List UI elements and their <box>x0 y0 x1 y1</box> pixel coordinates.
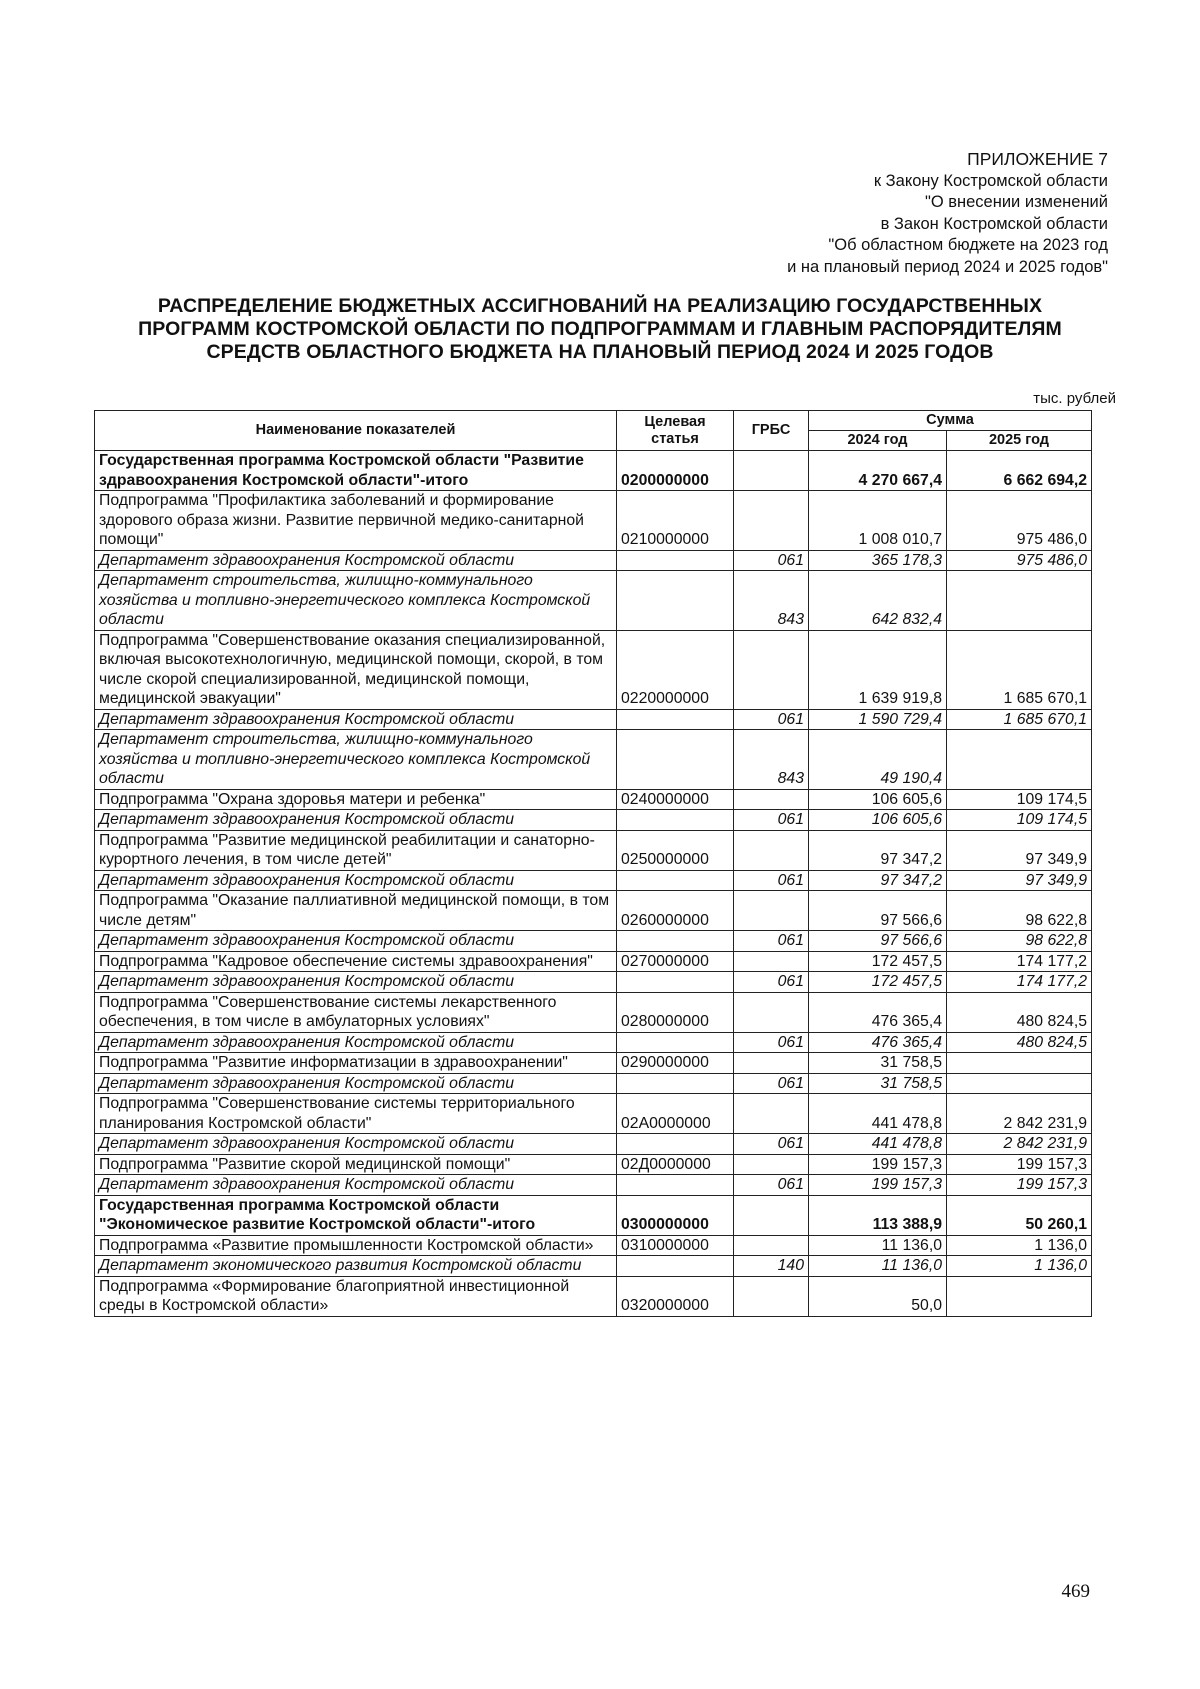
table-row <box>95 1032 1092 1053</box>
cell-2025: 480 824,5 <box>947 1032 1092 1053</box>
cell-grbs <box>734 830 809 870</box>
cell-2025: 174 177,2 <box>947 951 1092 972</box>
appendix-header <box>787 149 1108 278</box>
appendix-line: к Закону Костромской области <box>873 171 1108 190</box>
table-row <box>95 992 1092 1032</box>
cell-name: Подпрограмма "Совершенствование оказания специализированной, включая высокотехнологичную, медицинской помощи, скорой, в том числе скорой специализированной, медицинской помощи, медицинской эвакуации" <box>95 630 617 709</box>
cell-name: Департамент здравоохранения Костромской области <box>95 972 617 993</box>
table-header-row <box>95 411 1092 431</box>
cell-name: Департамент здравоохранения Костромской области <box>95 810 617 831</box>
cell-grbs <box>734 951 809 972</box>
appendix-line: ПРИЛОЖЕНИЕ 7 <box>967 149 1108 169</box>
cell-code <box>617 931 734 952</box>
cell-2025: 199 157,3 <box>947 1175 1092 1196</box>
cell-name: Департамент строительства, жилищно-коммунального хозяйства и топливно-энергетического комплекса Костромской области <box>95 730 617 790</box>
cell-name: Департамент здравоохранения Костромской области <box>95 870 617 891</box>
units-label: тыс. рублей <box>1033 390 1116 407</box>
table-row <box>95 1154 1092 1175</box>
cell-name: Департамент здравоохранения Костромской области <box>95 709 617 730</box>
cell-name: Департамент здравоохранения Костромской области <box>95 1073 617 1094</box>
cell-2025: 109 174,5 <box>947 789 1092 810</box>
cell-2024: 97 347,2 <box>809 830 947 870</box>
cell-2024: 31 758,5 <box>809 1053 947 1074</box>
table-row <box>95 1175 1092 1196</box>
cell-name: Департамент здравоохранения Костромской области <box>95 1032 617 1053</box>
cell-name: Подпрограмма «Формирование благоприятной инвестиционной среды в Костромской области» <box>95 1276 617 1316</box>
cell-2025: 174 177,2 <box>947 972 1092 993</box>
cell-grbs: 061 <box>734 550 809 571</box>
cell-name: Департамент здравоохранения Костромской области <box>95 1134 617 1155</box>
cell-code <box>617 870 734 891</box>
cell-2025: 109 174,5 <box>947 810 1092 831</box>
cell-code: 02Д0000000 <box>617 1154 734 1175</box>
cell-grbs: 061 <box>734 1134 809 1155</box>
table-row <box>95 1134 1092 1155</box>
header-sum: Сумма <box>809 411 1092 431</box>
cell-2024: 106 605,6 <box>809 789 947 810</box>
table-row <box>95 1053 1092 1074</box>
cell-grbs: 061 <box>734 1175 809 1196</box>
cell-2025: 1 685 670,1 <box>947 709 1092 730</box>
title-line: СРЕДСТВ ОБЛАСТНОГО БЮДЖЕТА НА ПЛАНОВЫЙ ПЕРИОД 2024 И 2025 ГОДОВ <box>206 341 994 363</box>
cell-code <box>617 810 734 831</box>
cell-2025: 98 622,8 <box>947 931 1092 952</box>
cell-name: Подпрограмма "Совершенствование системы лекарственного обеспечения, в том числе в амбулаторных условиях" <box>95 992 617 1032</box>
cell-2024: 4 270 667,4 <box>809 451 947 491</box>
cell-code: 0310000000 <box>617 1235 734 1256</box>
cell-2025 <box>947 730 1092 790</box>
title-line: РАСПРЕДЕЛЕНИЕ БЮДЖЕТНЫХ АССИГНОВАНИЙ НА РЕАЛИЗАЦИЮ ГОСУДАРСТВЕННЫХ <box>157 295 1043 317</box>
cell-2025: 2 842 231,9 <box>947 1134 1092 1155</box>
cell-code <box>617 1175 734 1196</box>
cell-2024: 97 347,2 <box>809 870 947 891</box>
cell-code <box>617 1032 734 1053</box>
header-code: Целевая статья <box>617 411 734 451</box>
cell-2025 <box>947 1276 1092 1316</box>
cell-grbs: 061 <box>734 1032 809 1053</box>
table-row <box>95 870 1092 891</box>
cell-code: 0210000000 <box>617 491 734 551</box>
cell-grbs: 061 <box>734 810 809 831</box>
table-row <box>95 1235 1092 1256</box>
cell-code: 0320000000 <box>617 1276 734 1316</box>
cell-code: 0300000000 <box>617 1195 734 1235</box>
cell-code <box>617 1073 734 1094</box>
cell-2024: 1 008 010,7 <box>809 491 947 551</box>
header-grbs: ГРБС <box>734 411 809 451</box>
cell-name: Государственная программа Костромской области "Экономическое развитие Костромской области"-итого <box>95 1195 617 1235</box>
cell-grbs <box>734 1053 809 1074</box>
table-row <box>95 730 1092 790</box>
title-line: ПРОГРАММ КОСТРОМСКОЙ ОБЛАСТИ ПО ПОДПРОГРАММАМ И ГЛАВНЫМ РАСПОРЯДИТЕЛЯМ <box>138 318 1062 340</box>
cell-grbs <box>734 1276 809 1316</box>
cell-code <box>617 1256 734 1277</box>
cell-grbs <box>734 1094 809 1134</box>
cell-2024: 97 566,6 <box>809 891 947 931</box>
cell-2024: 365 178,3 <box>809 550 947 571</box>
cell-grbs <box>734 491 809 551</box>
table-row <box>95 951 1092 972</box>
table-row <box>95 571 1092 631</box>
cell-2024: 172 457,5 <box>809 951 947 972</box>
cell-2024: 199 157,3 <box>809 1175 947 1196</box>
cell-2024: 31 758,5 <box>809 1073 947 1094</box>
cell-2025 <box>947 571 1092 631</box>
appendix-line: "Об областном бюджете на 2023 год <box>828 236 1108 254</box>
cell-grbs: 061 <box>734 972 809 993</box>
cell-name: Подпрограмма "Оказание паллиативной медицинской помощи, в том числе детям" <box>95 891 617 931</box>
cell-name: Подпрограмма "Развитие скорой медицинской помощи" <box>95 1154 617 1175</box>
cell-code <box>617 1134 734 1155</box>
cell-grbs <box>734 891 809 931</box>
table-row <box>95 630 1092 709</box>
cell-2025 <box>947 1073 1092 1094</box>
cell-2024: 441 478,8 <box>809 1094 947 1134</box>
cell-name: Государственная программа Костромской области "Развитие здравоохранения Костромской области"-итого <box>95 451 617 491</box>
cell-code <box>617 972 734 993</box>
cell-code: 0200000000 <box>617 451 734 491</box>
cell-2025: 50 260,1 <box>947 1195 1092 1235</box>
cell-grbs <box>734 1154 809 1175</box>
cell-name: Подпрограмма "Развитие медицинской реабилитации и санаторно-курортного лечения, в том числе детей" <box>95 830 617 870</box>
appendix-line: и на плановый период 2024 и 2025 годов" <box>787 257 1108 276</box>
cell-grbs: 061 <box>734 870 809 891</box>
cell-2024: 441 478,8 <box>809 1134 947 1155</box>
cell-2025: 1 685 670,1 <box>947 630 1092 709</box>
table-row <box>95 1094 1092 1134</box>
table-row <box>95 709 1092 730</box>
cell-2025: 6 662 694,2 <box>947 451 1092 491</box>
cell-2024: 476 365,4 <box>809 1032 947 1053</box>
cell-code: 02А0000000 <box>617 1094 734 1134</box>
table-row <box>95 550 1092 571</box>
appendix-line: в Закон Костромской области <box>880 214 1108 233</box>
cell-2025: 98 622,8 <box>947 891 1092 931</box>
cell-grbs <box>734 630 809 709</box>
cell-code: 0250000000 <box>617 830 734 870</box>
cell-2025 <box>947 1053 1092 1074</box>
cell-2024: 113 388,9 <box>809 1195 947 1235</box>
table-row <box>95 451 1092 491</box>
cell-2024: 476 365,4 <box>809 992 947 1032</box>
cell-2025: 975 486,0 <box>947 550 1092 571</box>
cell-code <box>617 571 734 631</box>
cell-grbs <box>734 992 809 1032</box>
table-row <box>95 1256 1092 1277</box>
cell-2024: 642 832,4 <box>809 571 947 631</box>
table-row <box>95 830 1092 870</box>
cell-grbs: 061 <box>734 709 809 730</box>
cell-grbs: 843 <box>734 571 809 631</box>
table-row <box>95 972 1092 993</box>
cell-grbs: 843 <box>734 730 809 790</box>
cell-name: Подпрограмма "Совершенствование системы территориального планирования Костромской области" <box>95 1094 617 1134</box>
cell-grbs <box>734 789 809 810</box>
cell-name: Подпрограмма "Развитие информатизации в здравоохранении" <box>95 1053 617 1074</box>
cell-code: 0270000000 <box>617 951 734 972</box>
cell-grbs: 061 <box>734 931 809 952</box>
cell-code: 0260000000 <box>617 891 734 931</box>
cell-2024: 50,0 <box>809 1276 947 1316</box>
cell-2025: 1 136,0 <box>947 1256 1092 1277</box>
cell-2024: 11 136,0 <box>809 1256 947 1277</box>
cell-2025: 1 136,0 <box>947 1235 1092 1256</box>
cell-code <box>617 730 734 790</box>
cell-2025: 975 486,0 <box>947 491 1092 551</box>
cell-code: 0240000000 <box>617 789 734 810</box>
table-row <box>95 891 1092 931</box>
table-row <box>95 1276 1092 1316</box>
cell-name: Подпрограмма "Охрана здоровья матери и ребенка" <box>95 789 617 810</box>
cell-grbs <box>734 451 809 491</box>
table-row <box>95 1195 1092 1235</box>
cell-grbs: 140 <box>734 1256 809 1277</box>
table-row <box>95 789 1092 810</box>
cell-2024: 172 457,5 <box>809 972 947 993</box>
cell-2024: 106 605,6 <box>809 810 947 831</box>
cell-2024: 1 639 919,8 <box>809 630 947 709</box>
cell-name: Департамент строительства, жилищно-коммунального хозяйства и топливно-энергетического комплекса Костромской области <box>95 571 617 631</box>
appendix-line: "О внесении изменений <box>924 193 1108 211</box>
cell-2025: 2 842 231,9 <box>947 1094 1092 1134</box>
cell-code <box>617 709 734 730</box>
cell-2024: 97 566,6 <box>809 931 947 952</box>
cell-2025: 97 349,9 <box>947 830 1092 870</box>
cell-code <box>617 550 734 571</box>
header-2025: 2025 год <box>947 431 1092 451</box>
cell-2024: 49 190,4 <box>809 730 947 790</box>
header-2024: 2024 год <box>809 431 947 451</box>
header-name: Наименование показателей <box>95 411 617 451</box>
cell-2025: 97 349,9 <box>947 870 1092 891</box>
cell-name: Департамент здравоохранения Костромской области <box>95 931 617 952</box>
cell-2024: 11 136,0 <box>809 1235 947 1256</box>
table-body <box>95 451 1092 1317</box>
cell-2024: 1 590 729,4 <box>809 709 947 730</box>
table-row <box>95 810 1092 831</box>
cell-code: 0220000000 <box>617 630 734 709</box>
cell-2025: 199 157,3 <box>947 1154 1092 1175</box>
cell-2025: 480 824,5 <box>947 992 1092 1032</box>
cell-code: 0290000000 <box>617 1053 734 1074</box>
table-row <box>95 931 1092 952</box>
table-row <box>95 1073 1092 1094</box>
cell-name: Департамент здравоохранения Костромской области <box>95 550 617 571</box>
document-title <box>80 295 1120 364</box>
budget-table <box>94 410 1092 1317</box>
cell-grbs <box>734 1235 809 1256</box>
table-row <box>95 491 1092 551</box>
cell-name: Департамент здравоохранения Костромской области <box>95 1175 617 1196</box>
cell-2024: 199 157,3 <box>809 1154 947 1175</box>
cell-grbs <box>734 1195 809 1235</box>
cell-name: Подпрограмма "Профилактика заболеваний и формирование здорового образа жизни. Развитие первичной медико-санитарной помощи" <box>95 491 617 551</box>
cell-name: Департамент экономического развития Костромской области <box>95 1256 617 1277</box>
cell-name: Подпрограмма "Кадровое обеспечение системы здравоохранения" <box>95 951 617 972</box>
cell-name: Подпрограмма «Развитие промышленности Костромской области» <box>95 1235 617 1256</box>
cell-grbs: 061 <box>734 1073 809 1094</box>
page-number: 469 <box>1061 1581 1090 1602</box>
cell-code: 0280000000 <box>617 992 734 1032</box>
